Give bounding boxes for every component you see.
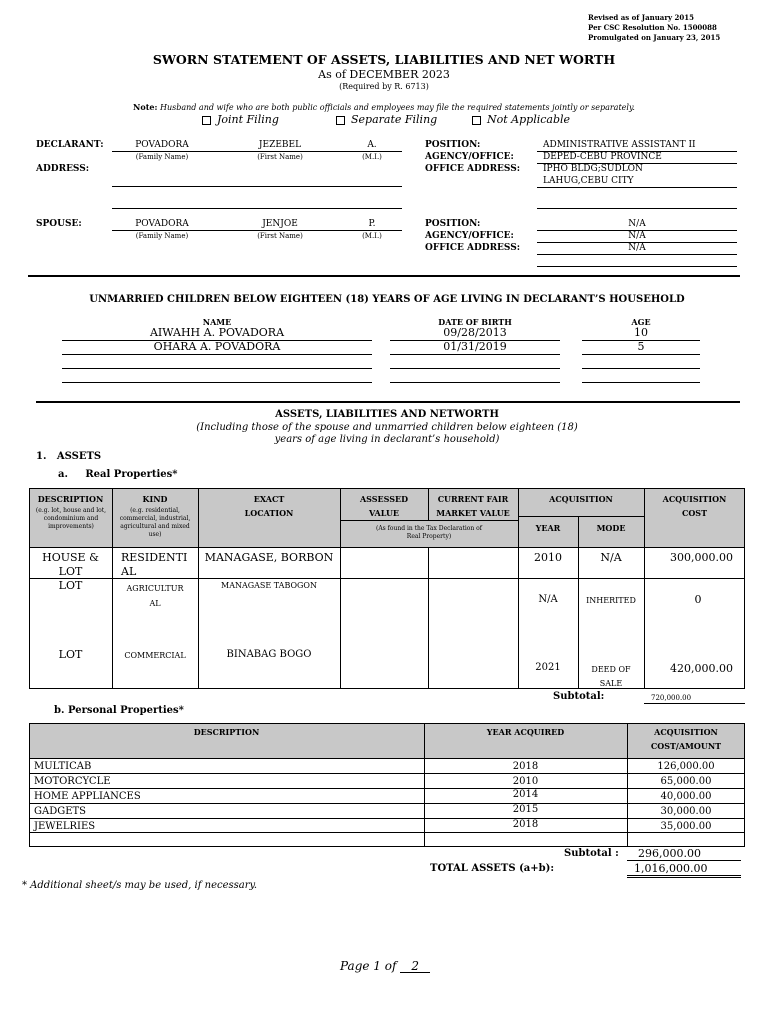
rp-row-description: LOT <box>58 579 83 592</box>
spouse-agency-label: AGENCY/OFFICE: <box>425 231 514 241</box>
rp-h-kind: KIND <box>142 494 168 504</box>
rp-h-fmv-2: MARKET VALUE <box>436 508 510 518</box>
rp-subtotal-label: Subtotal: <box>553 691 605 702</box>
rp-h-cost-2: COST <box>681 508 708 518</box>
rp-row-cost: 0 <box>694 593 702 606</box>
rp-h-location-1: EXACT <box>253 494 285 504</box>
pp-row-cost: 65,000.00 <box>660 776 712 787</box>
pp-h-year: YEAR ACQUIRED <box>486 727 565 737</box>
child-name: AIWAHH A. POVADORA <box>149 326 285 339</box>
rp-row-kind: AGRICULTUR AL <box>126 584 184 608</box>
pp-row-year: 2018 <box>512 761 539 772</box>
rp-h-location-2: LOCATION <box>244 508 294 518</box>
form-revision-info <box>588 13 720 43</box>
pp-row-description: MULTICAB <box>34 761 92 772</box>
page-number: Page 1 of 2 <box>340 959 430 973</box>
pp-subtotal-label: Subtotal : <box>564 848 619 859</box>
child-dob: 01/31/2019 <box>443 340 507 353</box>
children-heading: UNMARRIED CHILDREN BELOW EIGHTEEN (18) YEARS OF AGE LIVING IN DECLARANT’S HOUSEHOLD <box>89 294 685 305</box>
rp-h-assessed-1: ASSESSED <box>359 494 409 504</box>
pp-row-year: 2018 <box>512 819 539 830</box>
rp-row-location: MANAGASE TABOGON <box>221 581 317 590</box>
filing-option-not-applicable[interactable]: Not Applicable <box>472 113 570 126</box>
pp-row-year: 2014 <box>512 789 539 800</box>
child-dob: 09/28/2013 <box>443 326 507 339</box>
rp-h-acquisition: ACQUISITION <box>549 494 613 504</box>
rp-row-cost: 300,000.00 <box>670 551 733 564</box>
address-label: ADDRESS: <box>36 164 90 174</box>
pp-subtotal-value: 296,000.00 <box>638 847 701 860</box>
pp-row-description: MOTORCYCLE <box>34 776 111 787</box>
rp-h-tax-note-1: (As found in the Tax Declaration of <box>375 525 482 532</box>
rp-h-fmv-1: CURRENT FAIR <box>437 494 509 504</box>
spouse-label: SPOUSE: <box>36 219 82 229</box>
spouse-family-name: POVADORA <box>135 219 189 229</box>
rp-row-location: MANAGASE, BORBON <box>204 551 334 564</box>
declarant-mi: A. <box>367 140 377 150</box>
filing-note <box>0 102 768 112</box>
pp-row-description: GADGETS <box>34 806 87 817</box>
children-col-name: NAME <box>202 317 232 327</box>
rp-row-location: BINABAG BOGO <box>226 649 312 660</box>
rp-h-cost-1: ACQUISITION <box>662 494 727 504</box>
alnw-heading: ASSETS, LIABILITIES AND NETWORTH <box>275 409 499 420</box>
note-text: Husband and wife who are both public officials and employees may file the required statements jointly or separately. <box>159 103 635 112</box>
declarant-office-address-2: LAHUG,CEBU CITY <box>543 176 634 186</box>
checkbox-icon[interactable] <box>472 116 481 125</box>
spouse-office-address-label: OFFICE ADDRESS: <box>425 243 521 253</box>
rp-row-year: 2010 <box>534 551 562 564</box>
spouse-first-caption: (First Name) <box>257 232 303 240</box>
spouse-position-label: POSITION: <box>425 219 481 229</box>
pp-h-cost-1: ACQUISITION <box>654 727 718 737</box>
rp-h-tax-note-2: Real Property) <box>406 533 452 540</box>
total-assets-value: 1,016,000.00 <box>634 862 708 875</box>
rp-row-description: HOUSE & LOT <box>42 551 99 578</box>
note-label: Note: <box>133 102 158 112</box>
real-properties-label: a. Real Properties* <box>58 469 178 480</box>
required-by: (Required by R. 6713) <box>339 82 429 91</box>
family-name-caption: (Family Name) <box>135 153 189 161</box>
pp-row-year: 2010 <box>512 776 539 787</box>
pp-row-year: 2015 <box>512 804 539 815</box>
spouse-mi-caption: (M.I.) <box>362 232 382 240</box>
declarant-position: ADMINISTRATIVE ASSISTANT II <box>543 140 696 150</box>
total-assets-label: TOTAL ASSETS (a+b): <box>430 863 555 874</box>
pp-h-description: DESCRIPTION <box>193 727 260 737</box>
revised-date: Revised as of January 2015 <box>588 13 694 22</box>
rp-h-kind-note: (e.g. residential, commercial, industrial, agricultural and mixed use) <box>119 507 191 538</box>
additional-sheets-note: * Additional sheet/s may be used, if necessary. <box>22 880 258 891</box>
declarant-first-name: JEZEBEL <box>258 140 302 150</box>
position-label: POSITION: <box>425 140 481 150</box>
children-col-age: AGE <box>631 317 651 327</box>
rp-h-assessed-2: VALUE <box>368 508 400 518</box>
rp-row-mode: DEED OF SALE <box>591 665 631 688</box>
rp-h-description-note: (e.g. lot, house and lot, condominium and improvements) <box>35 507 107 530</box>
rp-h-mode: MODE <box>596 523 626 533</box>
assets-label: 1. ASSETS <box>36 451 102 462</box>
pp-h-cost-2: COST/AMOUNT <box>650 741 722 751</box>
rp-h-year: YEAR <box>535 523 561 533</box>
checkbox-icon[interactable] <box>336 116 345 125</box>
first-name-caption: (First Name) <box>257 153 303 161</box>
rp-row-kind: COMMERCIAL <box>124 651 186 660</box>
rp-row-mode: N/A <box>600 551 622 564</box>
checkbox-icon[interactable] <box>202 116 211 125</box>
pp-row-description: JEWELRIES <box>34 821 96 832</box>
pp-row-cost: 30,000.00 <box>660 806 712 817</box>
pp-row-cost: 40,000.00 <box>660 791 712 802</box>
rp-row-year: N/A <box>538 594 558 605</box>
declarant-label: DECLARANT: <box>36 140 104 150</box>
rp-subtotal-value: 720,000.00 <box>651 694 692 702</box>
agency-label: AGENCY/OFFICE: <box>425 152 514 162</box>
rp-row-cost: 420,000.00 <box>670 662 733 675</box>
declarant-office-address-1: IPHO BLDG;SUDLON <box>543 164 643 174</box>
spouse-first-name: JENJOE <box>262 219 298 229</box>
spouse-agency: N/A <box>628 231 646 241</box>
mi-caption: (M.I.) <box>362 153 382 161</box>
rp-h-description: DESCRIPTION <box>37 494 104 504</box>
pp-row-description: HOME APPLIANCES <box>34 791 141 802</box>
children-col-dob: DATE OF BIRTH <box>438 317 512 327</box>
declarant-agency: DEPED-CEBU PROVINCE <box>543 152 662 162</box>
spouse-family-caption: (Family Name) <box>135 232 189 240</box>
rp-row-mode: INHERITED <box>586 596 636 605</box>
alnw-subtitle-1: (Including those of the spouse and unmarried children below eighteen (18) <box>196 422 578 433</box>
page-title: SWORN STATEMENT OF ASSETS, LIABILITIES AND NET WORTH <box>152 52 616 67</box>
alnw-subtitle-2: years of age living in declarant’s household) <box>274 434 500 445</box>
rp-row-kind: RESIDENTI AL <box>121 551 188 578</box>
child-name: OHARA A. POVADORA <box>153 340 281 353</box>
child-age: 10 <box>634 326 648 339</box>
csc-resolution: Per CSC Resolution No. 1500088 <box>588 23 717 32</box>
spouse-mi: P. <box>368 219 376 229</box>
spouse-office-address: N/A <box>628 243 646 253</box>
child-age: 5 <box>637 340 645 353</box>
rp-row-description: LOT <box>58 648 83 661</box>
pp-row-cost: 126,000.00 <box>657 761 715 772</box>
pp-row-cost: 35,000.00 <box>660 821 712 832</box>
declarant-family-name: POVADORA <box>135 140 189 150</box>
office-address-label: OFFICE ADDRESS: <box>425 164 521 174</box>
rp-row-year: 2021 <box>535 662 561 673</box>
filing-option-joint[interactable]: Joint Filing <box>202 113 279 126</box>
spouse-position: N/A <box>628 219 646 229</box>
as-of-date: As of DECEMBER 2023 <box>318 68 450 81</box>
promulgated-date: Promulgated on January 23, 2015 <box>588 33 721 42</box>
personal-properties-label: b. Personal Properties* <box>54 705 184 716</box>
filing-option-separate[interactable]: Separate Filing <box>336 113 437 126</box>
